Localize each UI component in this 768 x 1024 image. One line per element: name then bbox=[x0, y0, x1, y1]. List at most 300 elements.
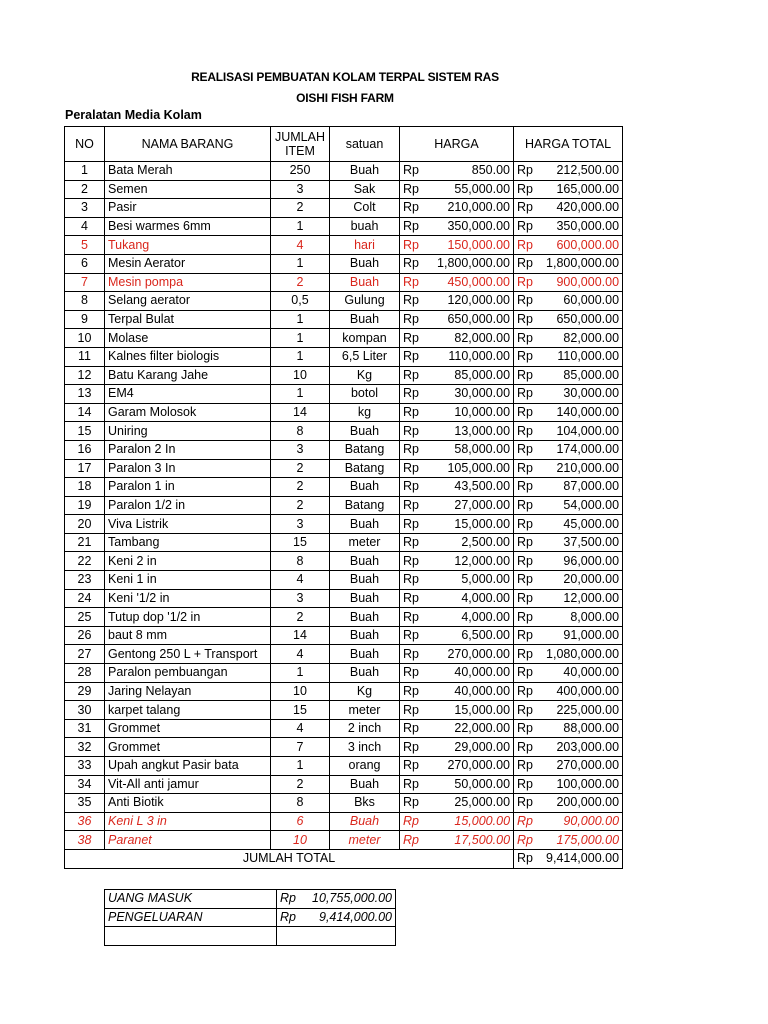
row-no: 13 bbox=[65, 385, 105, 404]
row-no: 36 bbox=[65, 812, 105, 831]
row-unit: Buah bbox=[330, 552, 400, 571]
row-total: 82,000.00 bbox=[534, 329, 623, 348]
row-qty: 8 bbox=[271, 794, 330, 813]
row-price-currency: Rp bbox=[400, 217, 420, 236]
row-price-currency: Rp bbox=[400, 719, 420, 738]
row-price: 6,500.00 bbox=[420, 626, 514, 645]
table-row bbox=[65, 757, 623, 776]
row-name: Keni 2 in bbox=[105, 552, 271, 571]
table-row bbox=[65, 385, 623, 404]
row-price: 210,000.00 bbox=[420, 199, 514, 218]
row-no: 12 bbox=[65, 366, 105, 385]
row-qty: 14 bbox=[271, 626, 330, 645]
table-row bbox=[65, 403, 623, 422]
row-name: Terpal Bulat bbox=[105, 310, 271, 329]
section-title: Peralatan Media Kolam bbox=[65, 108, 202, 122]
row-unit: meter bbox=[330, 831, 400, 850]
row-total-currency: Rp bbox=[514, 515, 534, 534]
row-total-currency: Rp bbox=[514, 794, 534, 813]
row-price: 82,000.00 bbox=[420, 329, 514, 348]
row-price: 43,500.00 bbox=[420, 478, 514, 497]
row-price-currency: Rp bbox=[400, 626, 420, 645]
row-unit: Buah bbox=[330, 812, 400, 831]
row-qty: 1 bbox=[271, 757, 330, 776]
row-name: Grommet bbox=[105, 738, 271, 757]
row-name: baut 8 mm bbox=[105, 626, 271, 645]
row-total-currency: Rp bbox=[514, 701, 534, 720]
row-price-currency: Rp bbox=[400, 366, 420, 385]
row-total-currency: Rp bbox=[514, 403, 534, 422]
farm-name: OISHI FISH FARM bbox=[296, 91, 394, 105]
row-name: Keni 1 in bbox=[105, 571, 271, 590]
table-row bbox=[65, 701, 623, 720]
row-price-currency: Rp bbox=[400, 180, 420, 199]
row-total: 350,000.00 bbox=[534, 217, 623, 236]
row-total: 225,000.00 bbox=[534, 701, 623, 720]
row-name: Uniring bbox=[105, 422, 271, 441]
row-no: 11 bbox=[65, 347, 105, 366]
row-price-currency: Rp bbox=[400, 254, 420, 273]
row-qty: 1 bbox=[271, 310, 330, 329]
row-price-currency: Rp bbox=[400, 831, 420, 850]
row-total: 60,000.00 bbox=[534, 292, 623, 311]
row-price-currency: Rp bbox=[400, 571, 420, 590]
row-qty: 4 bbox=[271, 236, 330, 255]
row-no: 15 bbox=[65, 422, 105, 441]
row-price-currency: Rp bbox=[400, 459, 420, 478]
row-name: Paralon 1 in bbox=[105, 478, 271, 497]
row-price: 2,500.00 bbox=[420, 533, 514, 552]
row-total: 96,000.00 bbox=[534, 552, 623, 571]
row-price: 5,000.00 bbox=[420, 571, 514, 590]
row-total: 30,000.00 bbox=[534, 385, 623, 404]
row-total: 85,000.00 bbox=[534, 366, 623, 385]
table-row bbox=[65, 329, 623, 348]
row-price-currency: Rp bbox=[400, 385, 420, 404]
row-qty: 0,5 bbox=[271, 292, 330, 311]
row-unit: Kg bbox=[330, 366, 400, 385]
row-no: 30 bbox=[65, 701, 105, 720]
row-qty: 10 bbox=[271, 366, 330, 385]
row-qty: 1 bbox=[271, 254, 330, 273]
table-row bbox=[65, 589, 623, 608]
table-row bbox=[65, 459, 623, 478]
row-total: 174,000.00 bbox=[534, 440, 623, 459]
row-name: Molase bbox=[105, 329, 271, 348]
table-row bbox=[65, 626, 623, 645]
row-qty: 1 bbox=[271, 329, 330, 348]
row-unit: buah bbox=[330, 217, 400, 236]
row-name: Keni '1/2 in bbox=[105, 589, 271, 608]
row-total-currency: Rp bbox=[514, 162, 534, 181]
row-name: Paralon 3 In bbox=[105, 459, 271, 478]
header-total: HARGA TOTAL bbox=[514, 127, 623, 162]
row-no: 27 bbox=[65, 645, 105, 664]
row-unit: Buah bbox=[330, 608, 400, 627]
total-row bbox=[65, 849, 623, 868]
row-total: 650,000.00 bbox=[534, 310, 623, 329]
row-price: 150,000.00 bbox=[420, 236, 514, 255]
row-name: Paranet bbox=[105, 831, 271, 850]
row-total-currency: Rp bbox=[514, 812, 534, 831]
table-row bbox=[65, 775, 623, 794]
row-no: 20 bbox=[65, 515, 105, 534]
row-total: 54,000.00 bbox=[534, 496, 623, 515]
row-total-currency: Rp bbox=[514, 645, 534, 664]
row-unit: Buah bbox=[330, 273, 400, 292]
row-price-currency: Rp bbox=[400, 664, 420, 683]
row-total-currency: Rp bbox=[514, 589, 534, 608]
summary-label bbox=[105, 927, 277, 946]
row-price: 40,000.00 bbox=[420, 682, 514, 701]
row-price: 270,000.00 bbox=[420, 645, 514, 664]
row-price: 12,000.00 bbox=[420, 552, 514, 571]
row-price: 4,000.00 bbox=[420, 589, 514, 608]
row-price-currency: Rp bbox=[400, 608, 420, 627]
row-price: 850.00 bbox=[420, 162, 514, 181]
row-name: Vit-All anti jamur bbox=[105, 775, 271, 794]
row-total: 8,000.00 bbox=[534, 608, 623, 627]
total-value: 9,414,000.00 bbox=[534, 849, 623, 868]
row-unit: Buah bbox=[330, 571, 400, 590]
row-no: 31 bbox=[65, 719, 105, 738]
row-no: 16 bbox=[65, 440, 105, 459]
row-unit: Buah bbox=[330, 422, 400, 441]
header-no: NO bbox=[65, 127, 105, 162]
row-price: 27,000.00 bbox=[420, 496, 514, 515]
row-unit: Buah bbox=[330, 664, 400, 683]
row-total: 1,800,000.00 bbox=[534, 254, 623, 273]
total-currency: Rp bbox=[514, 849, 534, 868]
row-price: 650,000.00 bbox=[420, 310, 514, 329]
row-name: karpet talang bbox=[105, 701, 271, 720]
table-row bbox=[65, 217, 623, 236]
table-row bbox=[65, 199, 623, 218]
row-qty: 10 bbox=[271, 682, 330, 701]
row-name: Pasir bbox=[105, 199, 271, 218]
row-no: 24 bbox=[65, 589, 105, 608]
items-table bbox=[64, 126, 623, 869]
summary-value bbox=[302, 927, 396, 946]
summary-table bbox=[104, 889, 396, 946]
row-no: 22 bbox=[65, 552, 105, 571]
row-price: 15,000.00 bbox=[420, 701, 514, 720]
row-total-currency: Rp bbox=[514, 478, 534, 497]
row-price: 105,000.00 bbox=[420, 459, 514, 478]
row-qty: 3 bbox=[271, 180, 330, 199]
row-no: 35 bbox=[65, 794, 105, 813]
header-qty-line1: JUMLAH bbox=[274, 130, 325, 144]
row-price-currency: Rp bbox=[400, 533, 420, 552]
row-no: 32 bbox=[65, 738, 105, 757]
row-price-currency: Rp bbox=[400, 347, 420, 366]
row-price-currency: Rp bbox=[400, 310, 420, 329]
row-price: 17,500.00 bbox=[420, 831, 514, 850]
row-total: 45,000.00 bbox=[534, 515, 623, 534]
row-no: 18 bbox=[65, 478, 105, 497]
row-unit: Gulung bbox=[330, 292, 400, 311]
row-price-currency: Rp bbox=[400, 440, 420, 459]
row-total-currency: Rp bbox=[514, 571, 534, 590]
row-name: Mesin pompa bbox=[105, 273, 271, 292]
row-unit: Buah bbox=[330, 515, 400, 534]
row-total: 165,000.00 bbox=[534, 180, 623, 199]
summary-row bbox=[105, 908, 396, 927]
row-qty: 2 bbox=[271, 459, 330, 478]
row-price-currency: Rp bbox=[400, 199, 420, 218]
row-name: Paralon 1/2 in bbox=[105, 496, 271, 515]
table-row bbox=[65, 347, 623, 366]
table-row bbox=[65, 236, 623, 255]
table-row bbox=[65, 273, 623, 292]
row-qty: 8 bbox=[271, 422, 330, 441]
row-qty: 2 bbox=[271, 608, 330, 627]
row-qty: 4 bbox=[271, 645, 330, 664]
row-qty: 1 bbox=[271, 385, 330, 404]
row-qty: 6 bbox=[271, 812, 330, 831]
row-total-currency: Rp bbox=[514, 682, 534, 701]
row-name: EM4 bbox=[105, 385, 271, 404]
row-price: 30,000.00 bbox=[420, 385, 514, 404]
row-unit: Batang bbox=[330, 496, 400, 515]
row-total-currency: Rp bbox=[514, 440, 534, 459]
row-unit: Bks bbox=[330, 794, 400, 813]
row-unit: Colt bbox=[330, 199, 400, 218]
row-qty: 15 bbox=[271, 701, 330, 720]
row-no: 5 bbox=[65, 236, 105, 255]
table-row bbox=[65, 162, 623, 181]
row-price: 22,000.00 bbox=[420, 719, 514, 738]
row-total-currency: Rp bbox=[514, 459, 534, 478]
table-row bbox=[65, 533, 623, 552]
row-total-currency: Rp bbox=[514, 719, 534, 738]
row-no: 19 bbox=[65, 496, 105, 515]
row-price: 58,000.00 bbox=[420, 440, 514, 459]
row-price: 4,000.00 bbox=[420, 608, 514, 627]
row-name: Viva Listrik bbox=[105, 515, 271, 534]
row-total: 110,000.00 bbox=[534, 347, 623, 366]
row-total-currency: Rp bbox=[514, 236, 534, 255]
row-total: 88,000.00 bbox=[534, 719, 623, 738]
row-price-currency: Rp bbox=[400, 701, 420, 720]
summary-row bbox=[105, 927, 396, 946]
row-no: 23 bbox=[65, 571, 105, 590]
row-total: 212,500.00 bbox=[534, 162, 623, 181]
row-total-currency: Rp bbox=[514, 664, 534, 683]
header-qty-line2: ITEM bbox=[285, 144, 315, 158]
row-no: 4 bbox=[65, 217, 105, 236]
row-total-currency: Rp bbox=[514, 310, 534, 329]
row-total: 1,080,000.00 bbox=[534, 645, 623, 664]
total-label: JUMLAH TOTAL bbox=[65, 849, 514, 868]
row-no: 26 bbox=[65, 626, 105, 645]
header-price: HARGA bbox=[400, 127, 514, 162]
row-name: Upah angkut Pasir bata bbox=[105, 757, 271, 776]
row-total: 104,000.00 bbox=[534, 422, 623, 441]
table-row bbox=[65, 645, 623, 664]
row-qty: 3 bbox=[271, 440, 330, 459]
row-no: 14 bbox=[65, 403, 105, 422]
row-price-currency: Rp bbox=[400, 812, 420, 831]
row-name: Tukang bbox=[105, 236, 271, 255]
row-total: 87,000.00 bbox=[534, 478, 623, 497]
row-price-currency: Rp bbox=[400, 403, 420, 422]
table-row bbox=[65, 719, 623, 738]
row-unit: meter bbox=[330, 701, 400, 720]
table-row bbox=[65, 794, 623, 813]
row-price-currency: Rp bbox=[400, 682, 420, 701]
row-qty: 15 bbox=[271, 533, 330, 552]
row-price: 270,000.00 bbox=[420, 757, 514, 776]
row-qty: 2 bbox=[271, 273, 330, 292]
row-unit: Batang bbox=[330, 440, 400, 459]
row-price: 40,000.00 bbox=[420, 664, 514, 683]
row-name: Anti Biotik bbox=[105, 794, 271, 813]
row-no: 1 bbox=[65, 162, 105, 181]
row-unit: kg bbox=[330, 403, 400, 422]
row-name: Jaring Nelayan bbox=[105, 682, 271, 701]
row-price: 450,000.00 bbox=[420, 273, 514, 292]
row-price-currency: Rp bbox=[400, 236, 420, 255]
row-qty: 3 bbox=[271, 589, 330, 608]
row-no: 21 bbox=[65, 533, 105, 552]
summary-value: 10,755,000.00 bbox=[302, 890, 396, 909]
row-price-currency: Rp bbox=[400, 645, 420, 664]
row-qty: 4 bbox=[271, 571, 330, 590]
row-no: 10 bbox=[65, 329, 105, 348]
row-no: 2 bbox=[65, 180, 105, 199]
row-total: 270,000.00 bbox=[534, 757, 623, 776]
row-total-currency: Rp bbox=[514, 217, 534, 236]
row-price: 15,000.00 bbox=[420, 515, 514, 534]
row-total-currency: Rp bbox=[514, 496, 534, 515]
row-total: 40,000.00 bbox=[534, 664, 623, 683]
row-total: 90,000.00 bbox=[534, 812, 623, 831]
table-row bbox=[65, 608, 623, 627]
row-qty: 1 bbox=[271, 347, 330, 366]
table-row bbox=[65, 552, 623, 571]
row-unit: Buah bbox=[330, 626, 400, 645]
row-no: 34 bbox=[65, 775, 105, 794]
row-total: 600,000.00 bbox=[534, 236, 623, 255]
row-name: Gentong 250 L + Transport bbox=[105, 645, 271, 664]
row-total: 200,000.00 bbox=[534, 794, 623, 813]
header-unit: satuan bbox=[330, 127, 400, 162]
table-row bbox=[65, 738, 623, 757]
row-no: 17 bbox=[65, 459, 105, 478]
row-price-currency: Rp bbox=[400, 162, 420, 181]
row-price: 350,000.00 bbox=[420, 217, 514, 236]
row-name: Besi warmes 6mm bbox=[105, 217, 271, 236]
row-name: Tambang bbox=[105, 533, 271, 552]
row-unit: kompan bbox=[330, 329, 400, 348]
table-row bbox=[65, 515, 623, 534]
row-price-currency: Rp bbox=[400, 589, 420, 608]
table-row bbox=[65, 478, 623, 497]
row-unit: Batang bbox=[330, 459, 400, 478]
row-total: 400,000.00 bbox=[534, 682, 623, 701]
row-unit: Sak bbox=[330, 180, 400, 199]
summary-currency: Rp bbox=[277, 908, 302, 927]
row-total-currency: Rp bbox=[514, 608, 534, 627]
row-total: 100,000.00 bbox=[534, 775, 623, 794]
row-total-currency: Rp bbox=[514, 385, 534, 404]
table-row bbox=[65, 664, 623, 683]
table-row bbox=[65, 180, 623, 199]
row-unit: meter bbox=[330, 533, 400, 552]
row-price-currency: Rp bbox=[400, 738, 420, 757]
summary-label: PENGELUARAN bbox=[105, 908, 277, 927]
row-price-currency: Rp bbox=[400, 496, 420, 515]
row-total-currency: Rp bbox=[514, 552, 534, 571]
row-name: Semen bbox=[105, 180, 271, 199]
row-unit: Buah bbox=[330, 478, 400, 497]
row-total-currency: Rp bbox=[514, 273, 534, 292]
table-header-row bbox=[65, 127, 623, 162]
row-total-currency: Rp bbox=[514, 775, 534, 794]
row-unit: Buah bbox=[330, 645, 400, 664]
row-price-currency: Rp bbox=[400, 552, 420, 571]
row-total-currency: Rp bbox=[514, 292, 534, 311]
row-price-currency: Rp bbox=[400, 775, 420, 794]
summary-currency: Rp bbox=[277, 890, 302, 909]
row-price: 29,000.00 bbox=[420, 738, 514, 757]
row-qty: 10 bbox=[271, 831, 330, 850]
row-total-currency: Rp bbox=[514, 347, 534, 366]
row-total: 420,000.00 bbox=[534, 199, 623, 218]
row-qty: 1 bbox=[271, 664, 330, 683]
row-unit: hari bbox=[330, 236, 400, 255]
document-title: REALISASI PEMBUATAN KOLAM TERPAL SISTEM RAS bbox=[191, 70, 499, 84]
table-row bbox=[65, 366, 623, 385]
row-no: 29 bbox=[65, 682, 105, 701]
table-row bbox=[65, 571, 623, 590]
row-total: 175,000.00 bbox=[534, 831, 623, 850]
row-qty: 2 bbox=[271, 478, 330, 497]
row-total-currency: Rp bbox=[514, 366, 534, 385]
row-name: Grommet bbox=[105, 719, 271, 738]
row-unit: botol bbox=[330, 385, 400, 404]
row-name: Kalnes filter biologis bbox=[105, 347, 271, 366]
row-qty: 4 bbox=[271, 719, 330, 738]
row-price: 85,000.00 bbox=[420, 366, 514, 385]
row-name: Mesin Aerator bbox=[105, 254, 271, 273]
table-row bbox=[65, 831, 623, 850]
row-total: 203,000.00 bbox=[534, 738, 623, 757]
row-unit: Buah bbox=[330, 162, 400, 181]
row-total-currency: Rp bbox=[514, 422, 534, 441]
table-row bbox=[65, 310, 623, 329]
row-total-currency: Rp bbox=[514, 738, 534, 757]
row-price: 55,000.00 bbox=[420, 180, 514, 199]
row-no: 33 bbox=[65, 757, 105, 776]
row-qty: 2 bbox=[271, 496, 330, 515]
row-qty: 7 bbox=[271, 738, 330, 757]
table-row bbox=[65, 812, 623, 831]
row-price: 120,000.00 bbox=[420, 292, 514, 311]
row-name: Tutup dop '1/2 in bbox=[105, 608, 271, 627]
row-no: 28 bbox=[65, 664, 105, 683]
row-name: Bata Merah bbox=[105, 162, 271, 181]
row-total: 140,000.00 bbox=[534, 403, 623, 422]
row-unit: 6,5 Liter bbox=[330, 347, 400, 366]
table-row bbox=[65, 292, 623, 311]
row-total-currency: Rp bbox=[514, 180, 534, 199]
table-row bbox=[65, 496, 623, 515]
row-no: 7 bbox=[65, 273, 105, 292]
row-total: 210,000.00 bbox=[534, 459, 623, 478]
row-total-currency: Rp bbox=[514, 329, 534, 348]
